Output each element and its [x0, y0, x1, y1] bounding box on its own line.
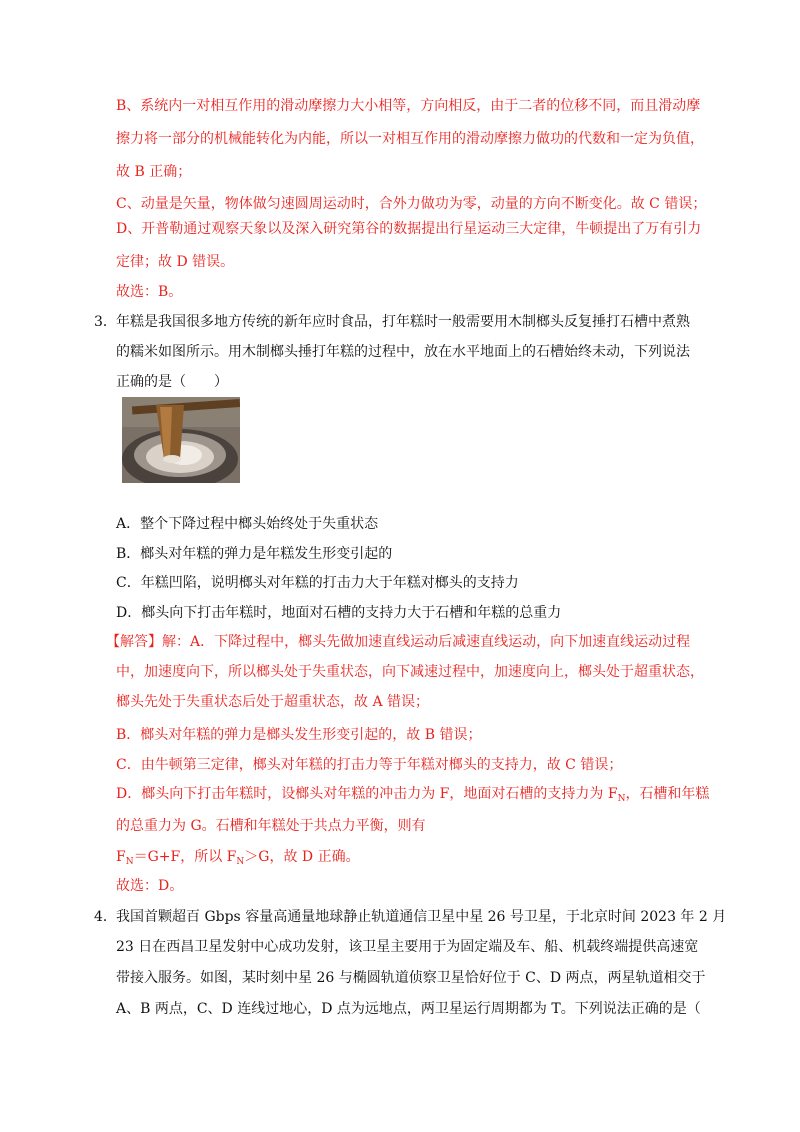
q2-answer-b-line1: B、系统内一对相互作用的滑动摩擦力大小相等，方向相反，由于二者的位移不同，而且滑动摩	[116, 98, 701, 114]
q3-answer-d1a: D．榔头向下打击年糕时，设榔头对年糕的冲击力为 F，地面对石槽的支持力为 F	[116, 786, 618, 802]
q3-option-d: D．榔头向下打击年糕时，地面对石槽的支持力大于石槽和年糕的总重力	[116, 605, 562, 621]
q3-option-b: B．榔头对年糕的弹力是年糕发生形变引起的	[116, 546, 393, 562]
q3-answer-line1	[106, 632, 690, 652]
q3-number: 3．	[94, 314, 117, 330]
q3-answer-line2: 中，加速度向下，所以榔头处于失重状态，向下减速过程中，加速度向上，榔头处于超重状态，	[116, 664, 704, 680]
q3-stem-line1: 年糕是我国很多地方传统的新年应时食品，打年糕时一般需要用木制榔头反复捶打石槽中煮熟	[116, 314, 690, 330]
q2-answer-b-line2: 擦力将一部分的机械能转化为内能，所以一对相互作用的滑动摩擦力做功的代数和一定为负值，	[116, 131, 704, 147]
q3-answer-b: B．榔头对年糕的弹力是榔头发生形变引起的，故 B 错误；	[116, 727, 482, 743]
q4-stem-line1: 我国首颗超百 Gbps 容量高通量地球静止轨道通信卫星中星 26 号卫星，于北京时间 2023 年 2 月	[116, 909, 727, 925]
q3-answer-tag: 【解答】	[106, 634, 162, 650]
q3-choice: 故选：D。	[116, 878, 184, 894]
q3-answer-d1b: ，石槽和年糕	[625, 786, 710, 802]
q3-answer-d3a: F	[116, 849, 126, 865]
q2-answer-c-line1: C、动量是矢量，物体做匀速圆周运动时，合外力做功为零，动量的方向不断变化。故 C 错误；	[116, 196, 707, 212]
q3-option-a: A．整个下降过程中榔头始终处于失重状态	[116, 516, 379, 532]
q4-stem-line3: 带接入服务。如图，某时刻中星 26 与椭圆轨道侦察卫星恰好位于 C、D 两点，两星轨道相交于	[116, 970, 706, 986]
q3-answer-text1: 解：A．下降过程中，榔头先做加速直线运动后减速直线运动，向下加速直线运动过程	[162, 634, 691, 650]
q2-choice: 故选：B。	[116, 284, 183, 300]
q3-stem-line3: 正确的是（ ）	[116, 374, 228, 390]
q2-answer-b-line3: 故 B 正确；	[116, 164, 192, 180]
q3-option-c: C．年糕凹陷，说明榔头对年糕的打击力大于年糕对榔头的支持力	[116, 575, 519, 591]
q4-number: 4．	[94, 909, 117, 925]
q3-answer-d3b: ＝G+F，所以 F	[133, 849, 237, 865]
q3-answer-line3: 榔头先处于失重状态后处于超重状态，故 A 错误；	[116, 694, 430, 710]
q4-stem-line2: 23 日在西昌卫星发射中心成功发射，该卫星主要用于为固定端及车、船、机载终端提供高速宽	[116, 939, 699, 955]
q3-answer-d3-sub: N	[125, 857, 134, 867]
q3-answer-d3-sub2: N	[236, 857, 245, 867]
q3-answer-d1-sub: N	[617, 794, 626, 804]
q3-answer-d3c: ＞G，故 D 正确。	[244, 849, 360, 865]
q4-stem-line4: A、B 两点，C、D 连线过地心，D 点为远地点，两卫星运行周期都为 T。下列说法正确的是（	[116, 1001, 701, 1017]
q3-answer-d-line3	[116, 847, 360, 872]
q3-answer-c: C．由牛顿第三定律，榔头对年糕的打击力等于年糕对榔头的支持力，故 C 错误；	[116, 757, 623, 773]
q3-photo-mallet-mortar	[122, 397, 240, 483]
q2-answer-d-line2: 定律；故 D 错误。	[116, 254, 235, 270]
mallet-mortar-illustration	[122, 397, 240, 483]
q2-answer-d-line1: D、开普勒通过观察天象以及深入研究第谷的数据提出行星运动三大定律，牛顿提出了万有引力	[116, 221, 702, 237]
q3-stem-line2: 的糯米如图所示。用木制榔头捶打年糕的过程中，放在水平地面上的石槽始终未动，下列说法	[116, 344, 690, 360]
q3-answer-d-line1	[116, 784, 709, 809]
q3-answer-d-line2: 的总重力为 G。石槽和年糕处于共点力平衡，则有	[116, 818, 426, 834]
